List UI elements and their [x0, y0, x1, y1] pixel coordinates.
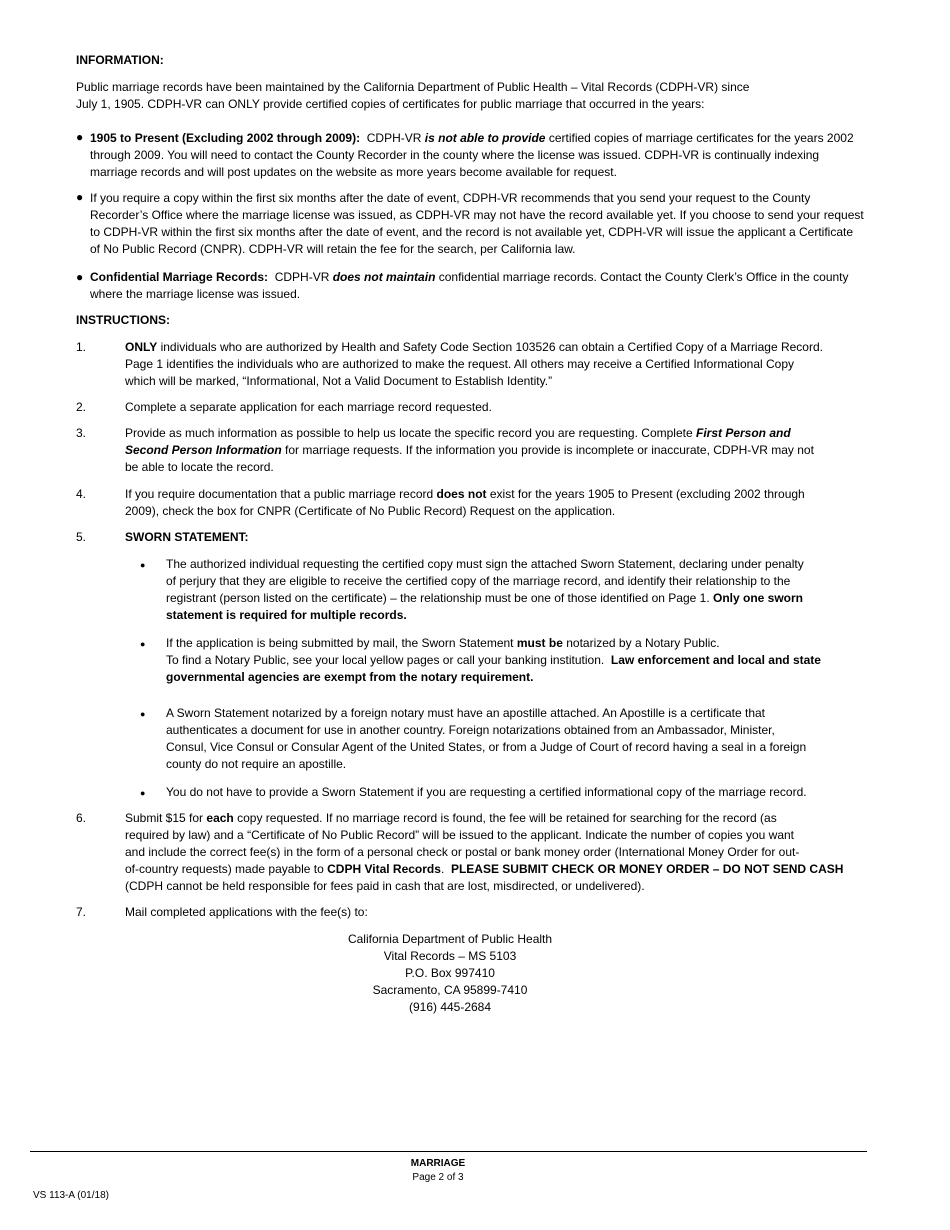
item-number: 6.: [76, 811, 87, 825]
bullet-icon: ●: [76, 130, 84, 144]
info-bullet-2: If you require a copy within the first six months after the date of event, CDPH-VR recommends that you send your request to the County Recorder’s Office where the marriage license was issued, as CDPH-VR may not have the record available yet. If you choose to send your request to CDPH-VR within the first six months after the date of event, and the record is not available yet, CDPH-VR will issue the applicant a Certificate of No Public Record (CNPR). CDPH-VR will retain the fee for the search, per California law.: [90, 191, 864, 256]
mailing-address: California Department of Public Health Vital Records – MS 5103 P.O. Box 997410 Sacramento, CA 95899-7410 (916) 445-2684: [347, 932, 553, 1014]
sworn-statement-bullet-3: A Sworn Statement notarized by a foreign notary must have an apostille attached. An Apostille is a certificate that authenticates a document for use in another country. Foreign notarizations obtained from an Ambassador, Minister, Consul, Vice Consul or Consular Agent of the United States, or from a Judge of Court of record having a seal in a foreign county do not require an apostille.: [166, 706, 807, 771]
bullet-icon: ●: [140, 788, 146, 798]
form-id: VS 113-A (01/18): [33, 1190, 109, 1201]
item-number: 3.: [76, 426, 87, 440]
instruction-item-4: If you require documentation that a public marriage record does not exist for the years 1905 to Present (excluding 2002 through 2009), check the box for CNPR (Certificate of No Public Record) Request on the application.: [125, 487, 805, 518]
instruction-item-7: Mail completed applications with the fee(s) to:: [125, 905, 368, 919]
sworn-statement-bullet-4: You do not have to provide a Sworn Statement if you are requesting a certified informational copy of the marriage record.: [166, 785, 807, 799]
footer-divider: [30, 1151, 867, 1152]
footer-title: MARRIAGE: [410, 1158, 466, 1169]
instruction-item-1: ONLY individuals who are authorized by Health and Safety Code Section 103526 can obtain a Certified Copy of a Marriage Record. Page 1 identifies the individuals who are authorized to make the request. All others may receive a Certified Informational Copy which will be marked, “Informational, Not a Valid Document to Establish Identity.”: [125, 340, 823, 388]
bullet-icon: ●: [140, 709, 146, 719]
item-number: 4.: [76, 487, 87, 501]
bullet-icon: ●: [140, 639, 146, 649]
bullet-icon: ●: [140, 560, 146, 570]
sworn-statement-heading: SWORN STATEMENT:: [125, 530, 249, 544]
instruction-item-2: Complete a separate application for each marriage record requested.: [125, 400, 492, 414]
info-bullet-1: 1905 to Present (Excluding 2002 through 2009): CDPH-VR is not able to provide certified copies of marriage certificates for the years 2002 through 2009. You will need to contact the County Recorder in the county where the license was issued. CDPH-VR is continually indexing marriage records and will post updates on the website as more years become available for request.: [90, 131, 854, 179]
instructions-heading: INSTRUCTIONS:: [76, 313, 170, 327]
information-heading: INFORMATION:: [76, 53, 164, 67]
item-number: 5.: [76, 530, 87, 544]
sworn-statement-bullet-1: The authorized individual requesting the certified copy must sign the attached Sworn Statement, declaring under penalty of perjury that they are eligible to receive the certified copy of the marriage record, and identify their relationship to the registrant (person listed on the certificate) – the relationship must be one of those identified on Page 1. Only one sworn statement is required for multiple records.: [166, 557, 804, 622]
sworn-statement-bullet-2: If the application is being submitted by mail, the Sworn Statement must be notarized by a Notary Public. To find a Notary Public, see your local yellow pages or call your banking institution. Law enforcement and local and state governmental agencies are exempt from the notary requirement.: [166, 636, 821, 684]
information-intro: Public marriage records have been maintained by the California Department of Public Health – Vital Records (CDPH-VR) since July 1, 1905. CDPH-VR can ONLY provide certified copies of certificates for public marriage that occurred in the years:: [76, 80, 750, 111]
info-bullet-3: Confidential Marriage Records: CDPH-VR does not maintain confidential marriage records. Contact the County Clerk’s Office in the county where the marriage license was issued.: [90, 270, 849, 301]
instruction-item-3: Provide as much information as possible to help us locate the specific record you are requesting. Complete First Person and Second Person Information for marriage requests. If the information you provide is incomplete or inaccurate, CDPH-VR may not be able to locate the record.: [125, 426, 814, 474]
instruction-item-6: Submit $15 for each copy requested. If no marriage record is found, the fee will be retained for searching for the record (as required by law) and a “Certificate of No Public Record” will be issued to the applicant. Indicate the number of copies you want and include the correct fee(s) in the form of a personal check or postal or bank money order (International Money Order for out- of-country requests) made payable to CDPH Vital Records. PLEASE SUBMIT CHECK OR MONEY ORDER – DO NOT SEND CASH (CDPH cannot be held responsible for fees paid in cash that are lost, misdirected, or undelivered).: [125, 811, 844, 893]
bullet-icon: ●: [76, 190, 84, 204]
item-number: 7.: [76, 905, 87, 919]
item-number: 1.: [76, 340, 87, 354]
item-number: 2.: [76, 400, 87, 414]
bullet-icon: ●: [76, 270, 84, 284]
page-number: Page 2 of 3: [412, 1172, 464, 1183]
